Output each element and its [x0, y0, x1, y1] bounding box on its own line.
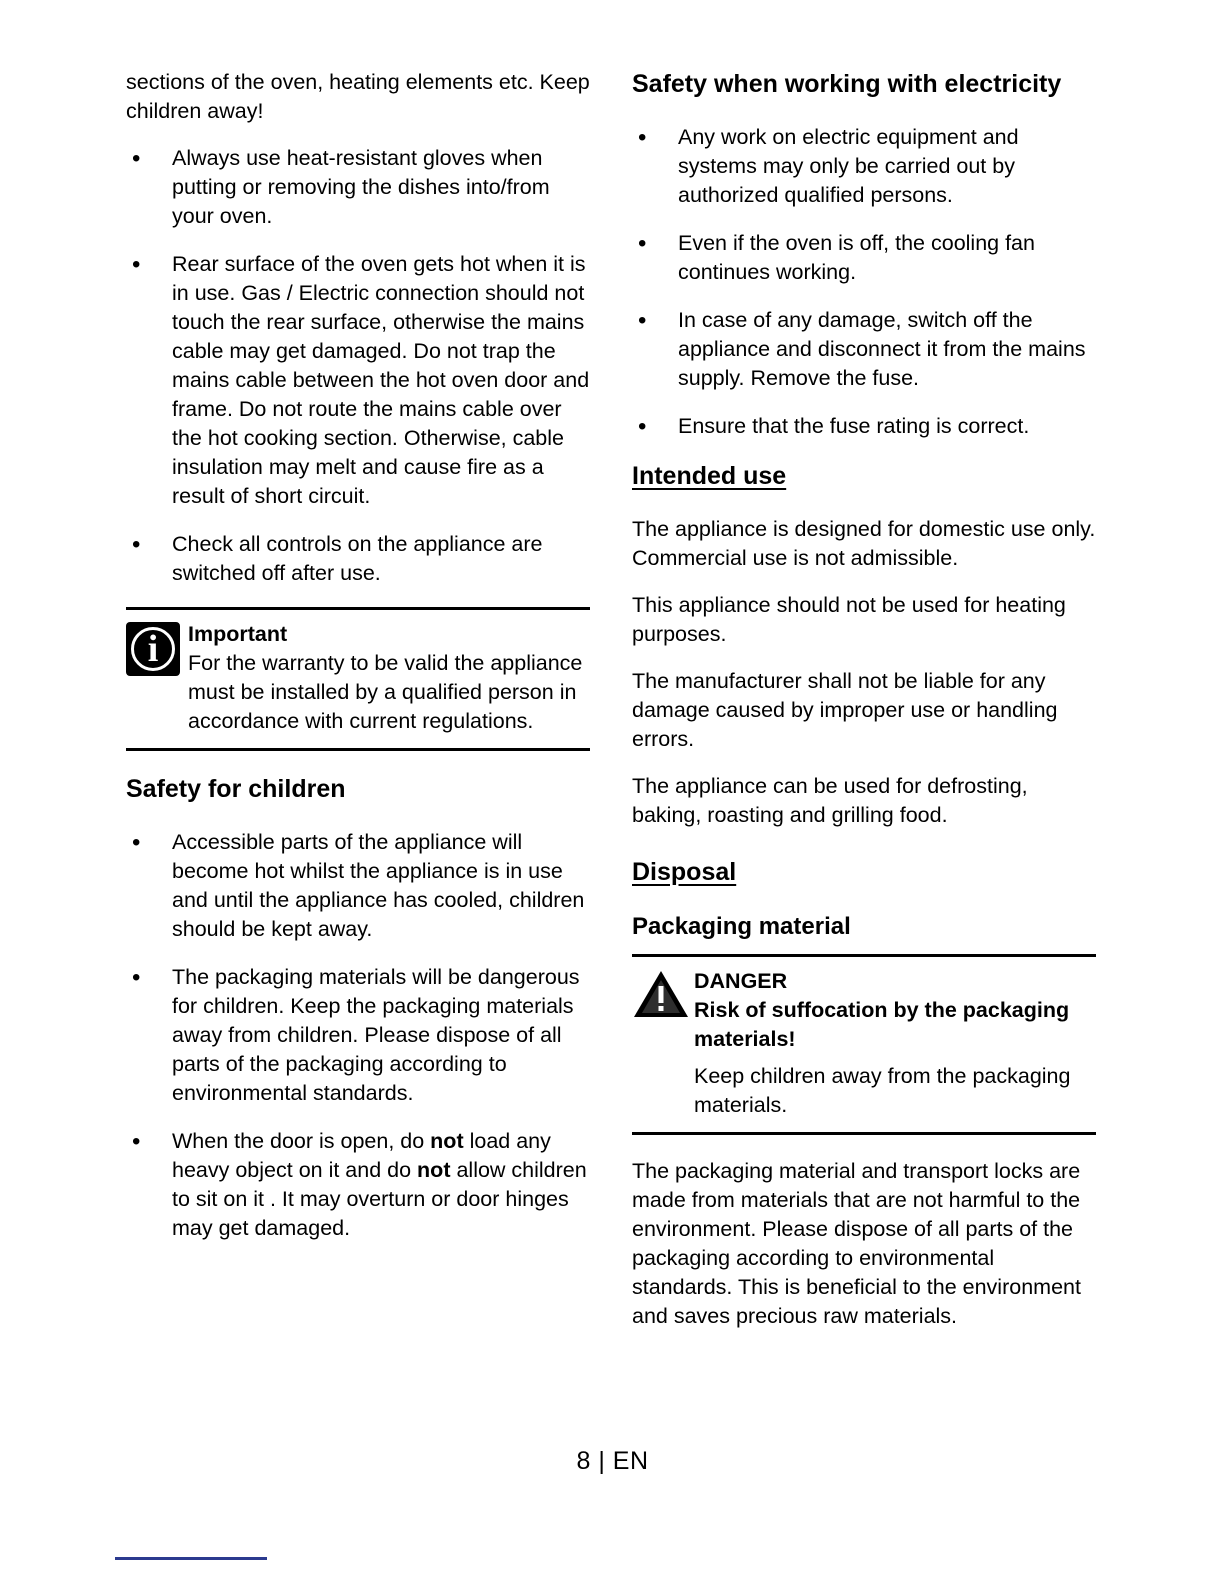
- list-item-text: Ensure that the fuse rating is correct.: [678, 414, 1030, 438]
- bullet-dot-icon: •: [132, 531, 141, 558]
- section-heading-safety-electricity: Safety when working with electricity: [632, 70, 1062, 98]
- list-item: [126, 250, 590, 511]
- section-heading-safety-children: Safety for children: [126, 775, 346, 803]
- bullet-dot-icon: •: [132, 251, 141, 278]
- note-text: For the warranty to be valid the appliance must be installed by a qualified person in accordance with current regulations.: [188, 651, 583, 733]
- list-item-text: Always use heat-resistant gloves when putting or removing the dishes into/from your oven.: [172, 146, 550, 228]
- note-title: Important: [188, 622, 288, 646]
- list-item: [126, 144, 590, 231]
- subheading-packaging-material: Packaging material: [632, 913, 851, 940]
- list-item-text: Accessible parts of the appliance will become hot whilst the appliance is in use and until the appliance has cooled, children should be kept away.: [172, 830, 585, 941]
- intended-use-paragraph: The manufacturer shall not be liable for any damage caused by improper use or handling errors.: [632, 669, 1058, 751]
- bullet-dot-icon: •: [132, 829, 141, 856]
- left-column: [126, 68, 590, 1349]
- bullet-dot-icon: •: [638, 230, 647, 257]
- note-title: DANGER: [694, 969, 788, 993]
- safety-children-bullet-list: [126, 828, 590, 1243]
- list-item: [126, 963, 590, 1108]
- intended-use-paragraph: The appliance can be used for defrosting, baking, roasting and grilling food.: [632, 774, 1028, 827]
- bullet-dot-icon: •: [132, 145, 141, 172]
- list-item-text: Check all controls on the appliance are switched off after use.: [172, 532, 543, 585]
- info-icon: i: [126, 620, 188, 676]
- list-item-text: Any work on electric equipment and systems may only be carried out by authorized qualified persons.: [678, 125, 1019, 207]
- list-item: [126, 530, 590, 588]
- danger-note-box: [632, 954, 1096, 1135]
- list-item-text: Even if the oven is off, the cooling fan continues working.: [678, 231, 1035, 284]
- bullet-dot-icon: •: [638, 124, 647, 151]
- important-note-box: [126, 607, 590, 751]
- list-item: [632, 412, 1096, 441]
- bullet-dot-icon: •: [638, 413, 647, 440]
- intended-use-paragraph: The appliance is designed for domestic use only. Commercial use is not admissible.: [632, 517, 1096, 570]
- list-item: [632, 306, 1096, 393]
- disposal-paragraph: The packaging material and transport locks are made from materials that are not harmful to the environment. Please dispose of all parts of the packaging according to environmental standards. This is beneficial to the environment and saves precious raw materials.: [632, 1159, 1081, 1328]
- intro-paragraph: sections of the oven, heating elements etc. Keep children away!: [126, 70, 590, 123]
- note-text: Keep children away from the packaging materials.: [694, 1064, 1071, 1117]
- list-item-text: Rear surface of the oven gets hot when it is in use. Gas / Electric connection should not touch the rear surface, otherwise the mains cable may get damaged. Do not trap the mains cable between the hot oven door and frame. Do not route the mains cable over the hot cooking section. Otherwise, cable insulation may melt and cause fire as a result of short circuit.: [172, 252, 590, 508]
- left-bullet-list: [126, 144, 590, 588]
- warning-triangle-icon: [632, 967, 694, 1019]
- list-item: [632, 123, 1096, 210]
- section-heading-disposal: Disposal: [632, 858, 737, 886]
- bullet-dot-icon: •: [132, 964, 141, 991]
- list-item: [126, 828, 590, 944]
- list-item-text: The packaging materials will be dangerous for children. Keep the packaging materials away from children. Please dispose of all parts of the packaging according to environmental standards.: [172, 965, 580, 1105]
- bullet-dot-icon: •: [132, 1128, 141, 1155]
- list-item-text-html: When the door is open, do not load any heavy object on it and do not allow children to sit on it . It may overturn or door hinges may get damaged.: [172, 1129, 587, 1240]
- list-item: [126, 1127, 590, 1243]
- two-column-body: [126, 68, 1096, 1349]
- page-footer: 8 | EN: [576, 1447, 649, 1475]
- right-column: [632, 68, 1096, 1349]
- edge-mark: [115, 1557, 267, 1560]
- safety-electricity-bullet-list: [632, 123, 1096, 441]
- list-item-text: In case of any damage, switch off the appliance and disconnect it from the mains supply. Remove the fuse.: [678, 308, 1086, 390]
- note-subtitle: Risk of suffocation by the packaging materials!: [694, 998, 1070, 1051]
- list-item: [632, 229, 1096, 287]
- section-heading-intended-use: Intended use: [632, 462, 787, 490]
- bullet-dot-icon: •: [638, 307, 647, 334]
- intended-use-paragraph: This appliance should not be used for heating purposes.: [632, 593, 1066, 646]
